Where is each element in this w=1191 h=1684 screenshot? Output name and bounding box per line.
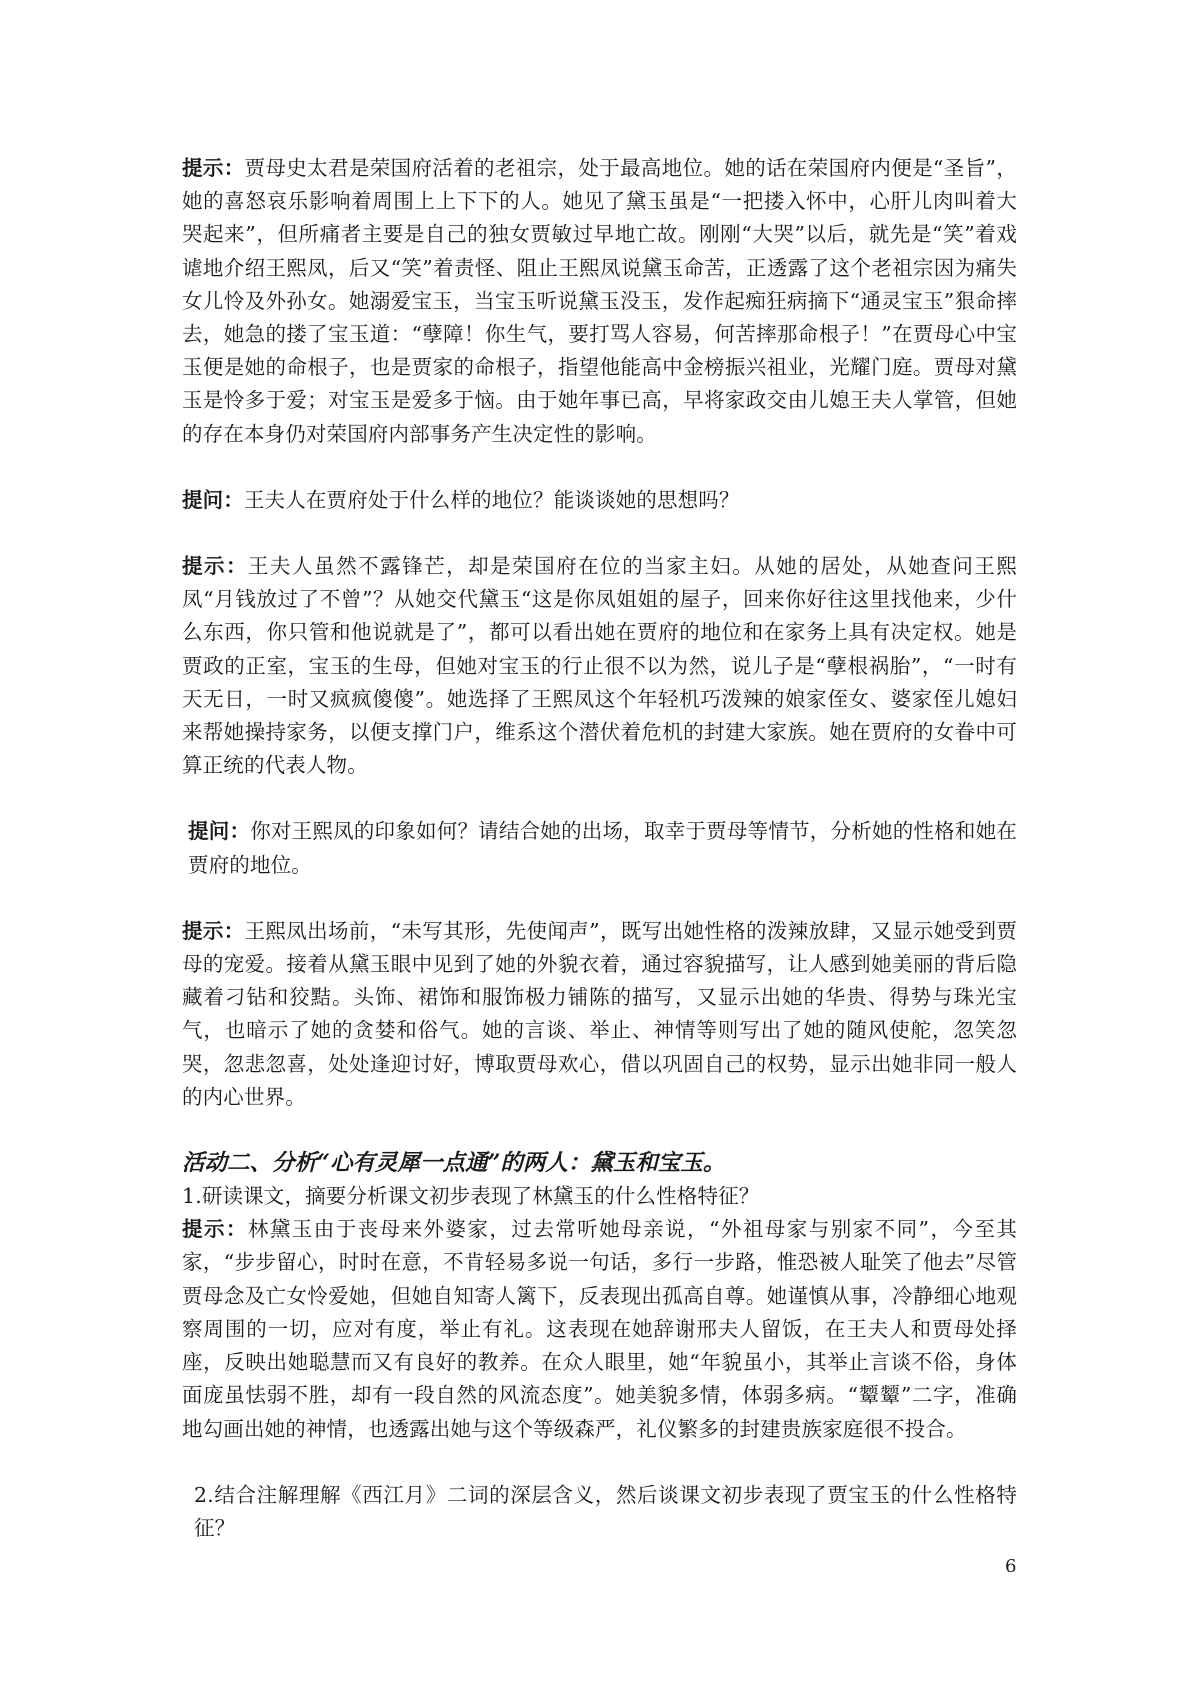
hint-wangxifeng-paragraph: [182, 915, 1017, 1114]
hint-text: 林黛玉由于丧母来外婆家，过去常听她母亲说，“外祖母家与别家不同”，今至其家，“步步留心，时时在意，不肯轻易多说一句话，多行一步路，惟恐被人耻笑了他去”尽管贾母念及亡女怜爱她，但她自知寄人篱下，反表现出孤高自尊。她谨慎从事，冷静细心地观察周围的一切，应对有度，举止有礼。这表现在她辞谢邢夫人留饭，在王夫人和贾母处择座，反映出她聪慧而又有良好的教养。在众人眼里，她“年貌虽小，其举止言谈不俗，身体面庞虽怯弱不胜，却有一段自然的风流态度”。她美貌多情，体弱多病。“颦颦”二字，准确地勾画出她的神情，也透露出她与这个等级森严，礼仪繁多的封建贵族家庭很不投合。: [182, 1217, 1017, 1441]
hint-label: 提示：: [182, 554, 249, 579]
question-text: 你对王熙凤的印象如何？请结合她的出场，取幸于贾母等情节，分析她的性格和她在贾府的地位。: [188, 819, 1017, 877]
hint-wangfuren-paragraph: [182, 550, 1017, 782]
question-text: 王夫人在贾府处于什么样的地位？能谈谈她的思想吗？: [243, 487, 740, 512]
hint-text: 贾母史太君是荣国府活着的老祖宗，处于最高地位。她的话在荣国府内便是“圣旨”，她的喜怒哀乐影响着周围上上下下的人。她见了黛玉虽是“一把搂入怀中，心肝儿肉叫着大哭起来”，但所痛者主要是自己的独女贾敏过早地亡故。刚刚“大哭”以后，就先是“笑”着戏谑地介绍王熙凤，后又“笑”着责怪、阻止王熙凤说黛玉命苦，正透露了这个老祖宗因为痛失女儿怜及外孙女。她溺爱宝玉，当宝玉听说黛玉没玉，发作起痴狂病摘下“通灵宝玉”狠命摔去，她急的搂了宝玉道：“孽障！你生气，要打骂人容易，何苦摔那命根子！”在贾母心中宝玉便是她的命根子，也是贾家的命根子，指望他能高中金榜振兴祖业，光耀门庭。贾母对黛玉是怜多于爱；对宝玉是爱多于恼。由于她年事已高，早将家政交由儿媳王夫人掌管，但她的存在本身仍对荣国府内部事务产生决定性的影响。: [182, 156, 1017, 446]
hint-label: 提示：: [182, 1217, 248, 1242]
activity-two-question-one: 1.研读课文，摘要分析课文初步表现了林黛玉的什么性格特征？: [182, 1184, 760, 1209]
document-body: [182, 152, 1017, 1545]
question-label: 提问：: [188, 819, 251, 844]
hint-lindaiyu-paragraph: [182, 1213, 1017, 1445]
hint-label: 提示：: [182, 156, 245, 180]
question-label: 提问：: [182, 487, 244, 512]
hint-label: 提示：: [182, 918, 245, 943]
activity-two-question-two: 2.结合注解理解《西江月》二词的深层含义，然后谈课文初步表现了贾宝玉的什么性格特征？: [194, 1482, 1017, 1540]
hint-jiamu-paragraph: [182, 152, 1017, 451]
question-wangfuren-paragraph: [182, 484, 1017, 517]
hint-text: 王熙凤出场前，“未写其形，先使闻声”，既写出她性格的泼辣放肆，又显示她受到贾母的宠爱。接着从黛玉眼中见到了她的外貌衣着，通过容貌描写，让人感到她美丽的背后隐藏着刁钻和狡黠。头饰、裙饰和服饰极力铺陈的描写，又显示出她的华贵、得势与珠光宝气，也暗示了她的贪婪和俗气。她的言谈、举止、神情等则写出了她的随风使舵，忽笑忽哭，忽悲忽喜，处处逢迎讨好，博取贾母欢心，借以巩固自己的权势，显示出她非同一般人的内心世界。: [182, 918, 1017, 1109]
hint-text: 王夫人虽然不露锋芒，却是荣国府在位的当家主妇。从她的居处，从她查问王熙凤“月钱放过了不曾”？从她交代黛玉“这是你凤姐姐的屋子，回来你好往这里找他来，少什么东西，你只管和他说就是了”，都可以看出她在贾府的地位和在家务上具有决定权。她是贾政的正室，宝玉的生母，但她对宝玉的行止很不以为然，说儿子是“孽根祸胎”，“一时有天无日，一时又疯疯傻傻”。她选择了王熙凤这个年轻机巧泼辣的娘家侄女、婆家侄儿媳妇来帮她操持家务，以便支撑门户，维系这个潜伏着危机的封建大家族。她在贾府的女眷中可算正统的代表人物。: [182, 554, 1017, 778]
question-wangxifeng-paragraph: [182, 815, 1017, 881]
activity-two-heading: 活动二、分析“心有灵犀一点通”的两人：黛玉和宝玉。: [182, 1150, 726, 1177]
page-number: 6: [1005, 1556, 1017, 1577]
